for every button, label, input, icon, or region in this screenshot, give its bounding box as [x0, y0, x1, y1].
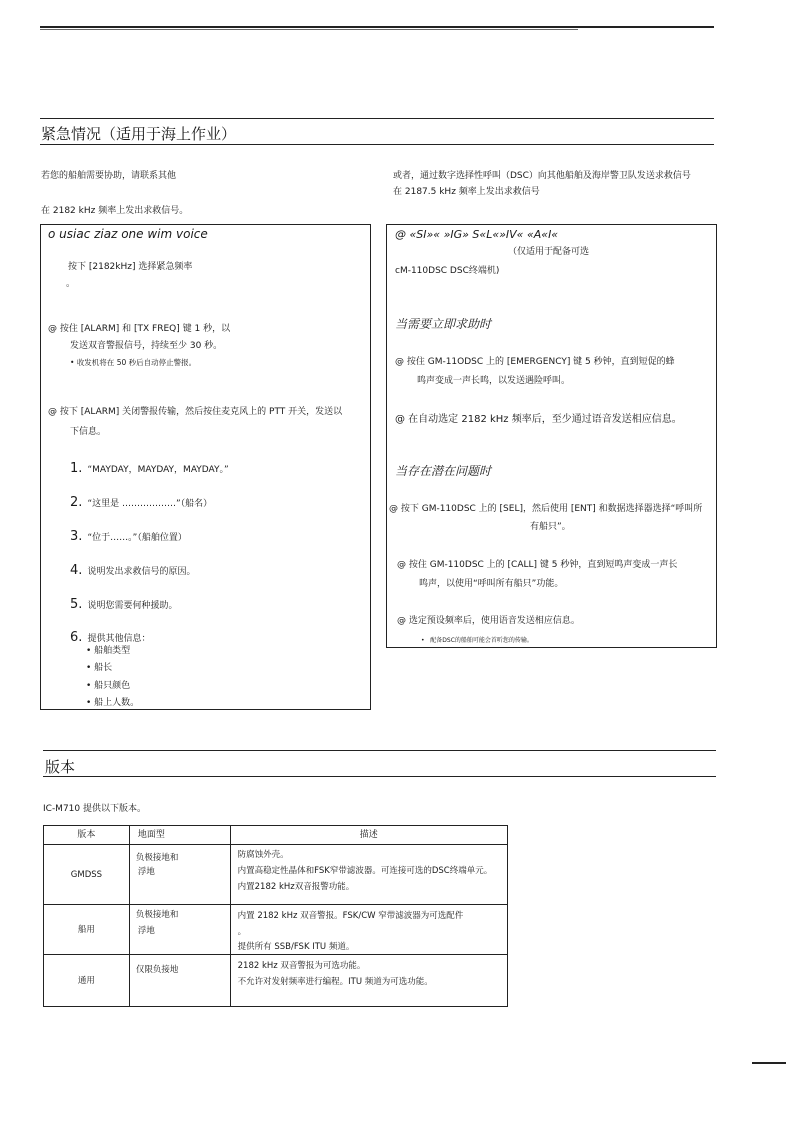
step1-note-text: 收发机将在 50 秒后自动停止警报。 [76, 358, 197, 367]
step2-line2: 下信息。 [70, 427, 107, 437]
dsc-note-text: 配备DSC的船舶可能会首听您的传输。 [430, 637, 533, 644]
desc-cell [230, 955, 507, 1007]
section2-step2-line1: @ 按住 GM-110DSC 上的 [CALL] 键 5 秒钟，直到短鸣声变成一声长 [397, 560, 678, 570]
bullet-icon: • [86, 681, 95, 691]
table-row [44, 955, 508, 1007]
page-marker-line [752, 1062, 786, 1064]
sub-item-text: 船舶类型 [94, 646, 131, 656]
section1-step1-line2: 鸣声变成一声长鸣，以发送遇险呼叫。 [417, 376, 571, 386]
desc-line: 2182 kHz 双音警报为可选功能。 [237, 961, 366, 971]
step1-line1: @ 按住 [ALARM] 和 [TX FREQ] 键 1 秒，以 [48, 324, 231, 334]
bullet-icon: • [70, 358, 77, 367]
desc-cell [230, 905, 507, 955]
column-header: 地面型 [129, 826, 230, 845]
version-cell: 船用 [44, 905, 130, 955]
message-item-2 [70, 491, 212, 510]
ground-line: 负极接地和 [135, 910, 179, 920]
section2-step2-line2: 鸣声，以使用“呼叫所有船只”功能。 [419, 579, 564, 589]
message-item-6 [70, 626, 151, 645]
section2-step1-line1: @ 按下 GM-110DSC 上的 [SEL]，然后使用 [ENT] 和数据选择器选择“呼叫所 [389, 504, 703, 514]
ground-line: 仅限负接地 [135, 965, 179, 975]
intro-right-1: 或者，通过数字选择性呼叫（DSC）向其他船舶及海岸警卫队发送求救信号 [393, 171, 691, 181]
item-number: 1. [70, 461, 83, 476]
sub-item-text: 船长 [94, 663, 113, 673]
versions-intro: IC-M710 提供以下版本。 [43, 804, 146, 814]
emergency-rule-top [40, 118, 714, 119]
desc-line: 防腐蚀外壳。 [237, 850, 289, 860]
item-text: “这里是 ………………”（船名） [87, 499, 213, 509]
item-number: 2. [70, 495, 83, 510]
version-cell: GMDSS [44, 845, 130, 905]
bullet-icon: • [86, 663, 95, 673]
intro-right-2: 在 2187.5 kHz 频率上发出求救信号 [393, 187, 540, 197]
item-number: 5. [70, 597, 83, 612]
section1-title: 当需要立即求助时 [395, 317, 492, 331]
section2-title: 当存在潜在问题时 [395, 464, 492, 478]
table-row [44, 845, 508, 905]
ground-line: 浮地 [137, 926, 155, 936]
top-rule-thin [40, 29, 578, 30]
section1-step2: @ 在自动选定 2182 kHz 频率后，至少通过语音发送相应信息。 [395, 414, 682, 425]
ground-line: 负极接地和 [135, 853, 179, 863]
versions-title: 版本 [45, 758, 76, 776]
step1-line2: 发送双音警报信号，持续至少 30 秒。 [70, 341, 223, 351]
dsc-note [421, 636, 533, 645]
ground-cell [129, 905, 230, 955]
voice-box-heading: o usiac ziaz one wim voice [48, 227, 208, 241]
sub-item-text: 船只颜色 [94, 681, 131, 691]
emergency-title: 紧急情况（适用于海上作业） [41, 125, 237, 143]
item-number: 6. [70, 630, 83, 645]
table-header-row [44, 826, 508, 845]
versions-table [43, 825, 508, 1007]
message-item-5 [70, 593, 178, 612]
versions-rule-top [43, 750, 716, 751]
bullet-icon: • [421, 637, 431, 644]
column-header: 描述 [230, 826, 507, 845]
desc-line: 内置2182 kHz双音报警功能。 [237, 882, 355, 892]
section2-step1-line2: 有船只”。 [530, 522, 571, 532]
versions-rule-bottom [43, 776, 716, 777]
desc-line: 内置 2182 kHz 双音警报。FSK/CW 窄带滤波器为可选配件 [237, 911, 464, 921]
sub-item-color [86, 680, 130, 692]
sub-item-length [86, 662, 112, 674]
bullet-icon: • [86, 698, 95, 708]
dsc-box-heading: @ «SI»« »IG» S«L«»IV« «A«I« [395, 228, 559, 241]
step2-line1: @ 按下 [ALARM] 关闭警报传输，然后按住麦克风上的 PTT 开关，发送以 [48, 407, 343, 417]
message-item-4 [70, 559, 196, 578]
desc-line: 提供所有 SSB/FSK ITU 频道。 [237, 942, 355, 952]
message-item-3 [70, 525, 187, 544]
desc-line: 不允许对发射频率进行编程。ITU 频道为可选功能。 [237, 977, 433, 987]
item-number: 3. [70, 529, 83, 544]
message-item-1 [70, 457, 229, 476]
item-number: 4. [70, 563, 83, 578]
column-header: 版本 [44, 826, 130, 845]
emergency-rule-bottom [40, 144, 714, 145]
desc-line: 。 [237, 927, 247, 937]
section2-step3: @ 选定预设频率后，使用语音发送相应信息。 [397, 616, 580, 626]
item-text: 说明您需要何种援助。 [87, 601, 178, 611]
sub-item-vessel-type [86, 645, 130, 657]
sub-item-persons [86, 697, 139, 709]
item-text: “位于……。”（船舶位置） [87, 533, 187, 543]
sub-item-text: 船上人数。 [94, 698, 140, 708]
ground-cell [129, 845, 230, 905]
intro-left-2: 在 2182 kHz 频率上发出求救信号。 [41, 206, 189, 216]
desc-cell [230, 845, 507, 905]
version-cell: 通用 [44, 955, 130, 1007]
item-text: 说明发出求救信号的原因。 [87, 567, 196, 577]
bullet-icon: • [86, 646, 95, 656]
desc-line: 内置高稳定性晶体和FSK窄带滤波器。可连接可选的DSC终端单元。 [237, 866, 493, 876]
section1-step1-line1: @ 按住 GM-11ODSC 上的 [EMERGENCY] 键 5 秒钟，直到短促的蜂 [395, 357, 675, 367]
top-rule-thick [40, 26, 714, 28]
item-text: “MAYDAY，MAYDAY，MAYDAY。” [87, 465, 229, 475]
intro-left-1: 若您的船舶需要协助，请联系其他 [41, 171, 177, 181]
item-text: 提供其他信息： [87, 634, 151, 644]
dsc-subheading-1: （仅适用于配备可选 [508, 247, 590, 257]
step1-note [70, 357, 196, 368]
ground-cell [129, 955, 230, 1007]
table-row [44, 905, 508, 955]
dsc-subheading-2: cM-110DSC DSC终端机) [395, 266, 500, 276]
ground-line: 浮地 [137, 867, 155, 877]
step0-line2: 。 [66, 279, 76, 289]
step0-line1: 按下 [2182kHz] 选择紧急频率 [68, 262, 193, 272]
